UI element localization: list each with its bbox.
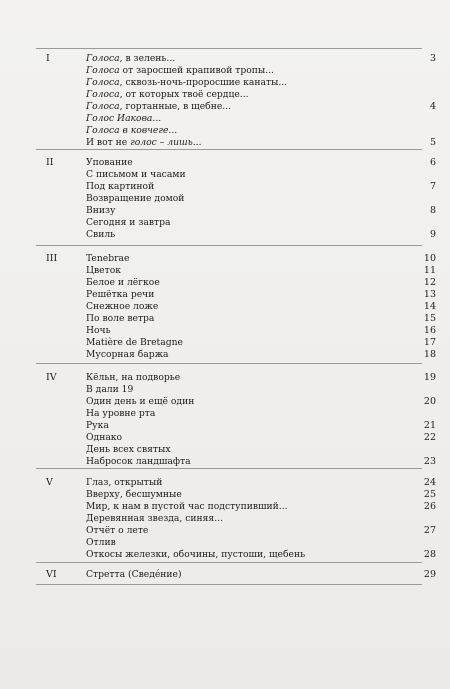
page-number: 28 xyxy=(423,549,436,560)
toc-entry[interactable]: В дали 19 xyxy=(86,384,134,395)
toc-entry[interactable]: Сегодня и завтра xyxy=(86,217,171,228)
toc-entry[interactable]: Отлив xyxy=(86,537,116,548)
entry-rest: , в зелень... xyxy=(119,53,176,64)
divider xyxy=(36,363,422,364)
toc-entry[interactable]: Внизу xyxy=(86,205,116,216)
page-number: 4 xyxy=(429,101,436,112)
page-number: 3 xyxy=(429,53,436,64)
toc-entry[interactable]: Вверху, бесшумные xyxy=(86,489,182,500)
toc-entry[interactable]: Упование xyxy=(86,157,133,168)
page-number: 15 xyxy=(423,313,436,324)
page-number: 12 xyxy=(423,277,436,288)
toc-entry[interactable]: Ночь xyxy=(86,325,111,336)
divider xyxy=(36,468,422,469)
divider xyxy=(36,245,422,246)
toc-entry[interactable]: Белое и лёгкое xyxy=(86,277,160,288)
page-number: 24 xyxy=(423,477,436,488)
page-number: 9 xyxy=(429,229,436,240)
toc-entry[interactable] xyxy=(86,89,249,101)
toc-entry[interactable]: День всех святых xyxy=(86,444,171,455)
toc-entry[interactable]: Под картиной xyxy=(86,181,155,192)
toc-entry[interactable]: Мусорная баржа xyxy=(86,349,169,360)
section-numeral: IV xyxy=(46,372,57,383)
toc-entry[interactable]: Однако xyxy=(86,432,123,443)
toc-entry[interactable]: Деревянная звезда, синяя... xyxy=(86,513,223,524)
page-number: 22 xyxy=(423,432,436,443)
entry-lead: Голоса в ковчеге... xyxy=(86,125,178,136)
divider xyxy=(36,584,422,585)
page-number: 23 xyxy=(423,456,436,467)
toc-entry[interactable]: И вот не голос – лишь... xyxy=(86,137,202,148)
divider xyxy=(36,562,422,563)
toc-entry[interactable]: Кёльн, на подворье xyxy=(86,372,181,383)
toc-entry[interactable] xyxy=(86,53,175,65)
page-number: 19 xyxy=(423,372,436,383)
toc-entry[interactable]: Стретта (Сведéние) xyxy=(86,569,182,580)
entry-rest: , от которых твоё сердце... xyxy=(119,89,249,100)
page-number: 10 xyxy=(423,253,436,264)
page-number: 26 xyxy=(423,501,436,512)
page-number: 13 xyxy=(423,289,436,300)
page-number: 25 xyxy=(423,489,436,500)
entry-lead: Голоса xyxy=(86,101,120,112)
page-number: 14 xyxy=(423,301,436,312)
entry-lead: Голоса xyxy=(86,65,120,76)
entry-rest: , гортанные, в щебне... xyxy=(119,101,232,112)
toc-entry[interactable]: Мир, к нам в пустой час подступивший... xyxy=(86,501,288,512)
entry-rest: от заросшей крапивой тропы... xyxy=(119,65,274,76)
toc-entry[interactable]: Набросок ландшафта xyxy=(86,456,191,467)
page-number: 7 xyxy=(429,181,436,192)
toc-entry[interactable] xyxy=(86,101,231,113)
divider xyxy=(36,149,422,150)
toc-entry[interactable]: Возвращение домой xyxy=(86,193,185,204)
toc-entry[interactable]: Один день и ещё один xyxy=(86,396,195,407)
toc-entry[interactable]: Рука xyxy=(86,420,109,431)
page-number: 8 xyxy=(429,205,436,216)
toc-entry[interactable] xyxy=(86,125,177,137)
entry-lead: Голос Иакова... xyxy=(86,113,162,124)
page-number: 27 xyxy=(423,525,436,536)
toc-entry[interactable] xyxy=(86,65,274,77)
page-number: 17 xyxy=(423,337,436,348)
divider xyxy=(36,48,422,49)
page-number: 16 xyxy=(423,325,436,336)
entry-rest: , сквозь-ночь-проросшие канаты... xyxy=(119,77,288,88)
toc-entry[interactable]: По воле ветра xyxy=(86,313,155,324)
toc-entry[interactable] xyxy=(86,113,161,125)
toc-entry[interactable]: Свиль xyxy=(86,229,116,240)
section-numeral: II xyxy=(46,157,54,168)
entry-lead: Голоса xyxy=(86,77,120,88)
toc-entry[interactable] xyxy=(86,77,287,89)
toc-entry[interactable]: Matière de Bretagne xyxy=(86,337,183,348)
toc-entry[interactable]: С письмом и часами xyxy=(86,169,186,180)
entry-lead: Голоса xyxy=(86,53,120,64)
toc-entry[interactable]: Откосы железки, обочины, пустоши, щебень xyxy=(86,549,306,560)
toc-entry[interactable]: На уровне рта xyxy=(86,408,156,419)
entry-lead: Голоса xyxy=(86,89,120,100)
page-number: 5 xyxy=(429,137,436,148)
toc-entry[interactable]: Решётка речи xyxy=(86,289,155,300)
section-numeral: V xyxy=(46,477,53,488)
toc-entry[interactable]: Цветок xyxy=(86,265,121,276)
toc-entry[interactable]: Tenebrae xyxy=(86,253,130,264)
page-number: 6 xyxy=(429,157,436,168)
page-number: 18 xyxy=(423,349,436,360)
section-numeral: III xyxy=(46,253,58,264)
page-number: 11 xyxy=(423,265,436,276)
page-number: 21 xyxy=(423,420,436,431)
section-numeral: I xyxy=(46,53,50,64)
section-numeral: VI xyxy=(46,569,57,580)
page-number: 20 xyxy=(423,396,436,407)
toc-entry[interactable]: Снежное ложе xyxy=(86,301,159,312)
toc-entry[interactable]: Отчёт о лете xyxy=(86,525,149,536)
toc-entry[interactable]: Глаз, открытый xyxy=(86,477,163,488)
page-number: 29 xyxy=(423,569,436,580)
